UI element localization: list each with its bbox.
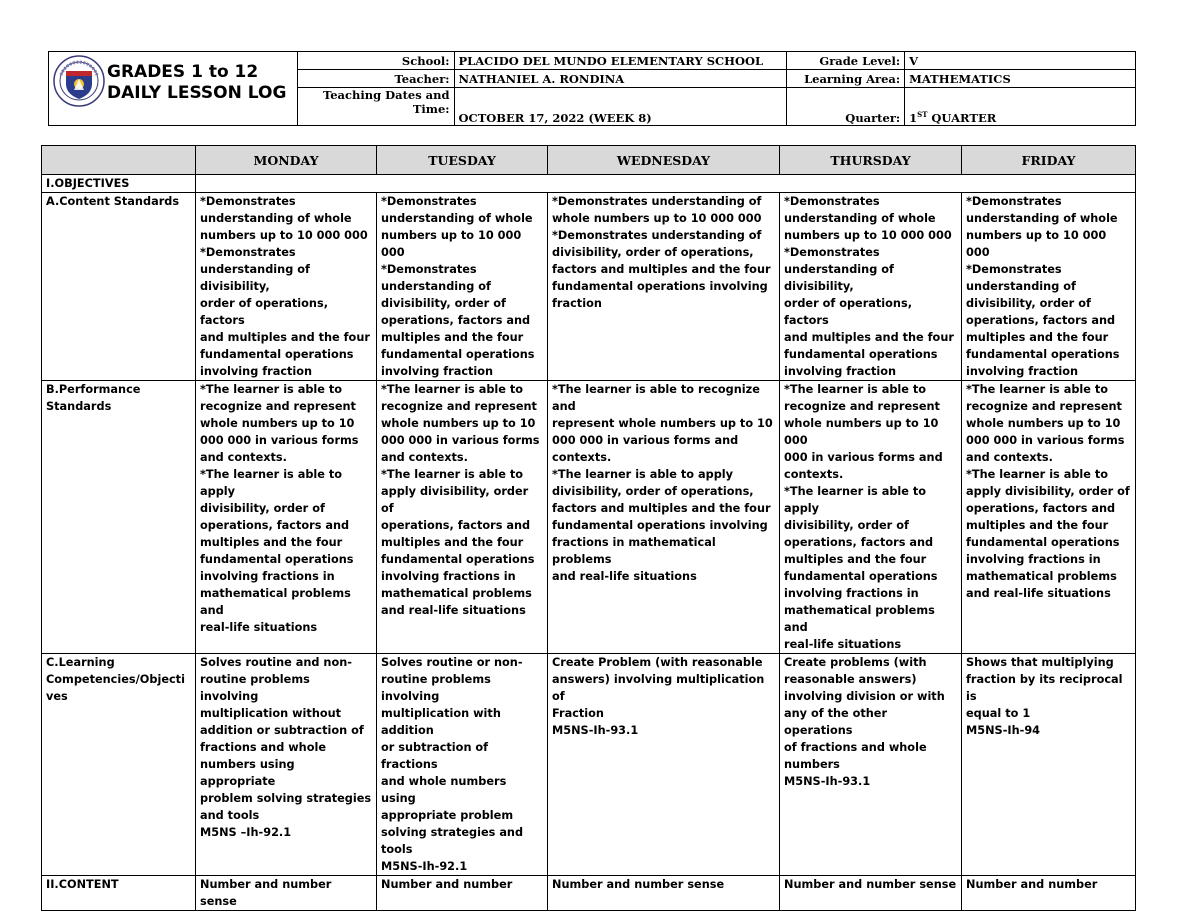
day-header: FRIDAY xyxy=(962,146,1136,175)
table-cell: Shows that multiplying fraction by its reciprocal is equal to 1 M5NS-Ih-94 xyxy=(962,654,1136,876)
row-label-learning-competencies: C.Learning Competencies/Objecti ves xyxy=(42,654,196,876)
deped-seal-icon xyxy=(53,55,105,107)
grade-value: V xyxy=(905,52,1136,70)
table-cell: Number and number xyxy=(377,876,548,911)
day-header: MONDAY xyxy=(196,146,377,175)
title-line2: DAILY LESSON LOG xyxy=(107,83,287,103)
table-cell: *The learner is able to recognize and represent whole numbers up to 10 000 000 in various forms and contexts. *The learner is able to apply divisibility, order of operations, factors and multiples and the four fundamental operations involving fractions in mathematical problems and real-life situations xyxy=(962,381,1136,654)
area-value: MATHEMATICS xyxy=(905,70,1136,88)
quarter-word: QUARTER xyxy=(927,111,997,125)
grade-label: Grade Level: xyxy=(787,52,905,70)
dates-label-line1: Teaching Dates and xyxy=(323,88,450,102)
table-cell: Number and number sense xyxy=(196,876,377,911)
row-label-content-standards: A.Content Standards xyxy=(42,193,196,381)
table-row xyxy=(42,654,1136,876)
table-cell: *The learner is able to recognize and represent whole numbers up to 10 000 000 in various forms and contexts. *The learner is able to apply divisibility, order of operations, factors and multiples and the four fundamental operations involving fractions in mathematical problems and real-life situations xyxy=(548,381,780,654)
lesson-log-table xyxy=(41,145,1136,911)
row-label-performance-standards: B.Performance Standards xyxy=(42,381,196,654)
page-title xyxy=(107,62,286,104)
area-label: Learning Area: xyxy=(787,70,905,88)
title-line1: GRADES 1 to 12 xyxy=(107,62,259,82)
dates-label-line2: Time: xyxy=(412,102,450,116)
quarter-sup: ST xyxy=(917,110,928,120)
table-row xyxy=(42,876,1136,911)
quarter-value xyxy=(905,88,1136,126)
table-cell: *Demonstrates understanding of whole numbers up to 10 000 000 *Demonstrates understanding of divisibility, order of operations, factors and multiples and the four fundamental operations involving fraction xyxy=(196,193,377,381)
day-header-row xyxy=(42,146,1136,175)
table-cell: Solves routine or non- routine problems involving multiplication with addition or subtraction of fractions and whole numbers using appropriate problem solving strategies and tools M5NS-Ih-92.1 xyxy=(377,654,548,876)
table-cell: *Demonstrates understanding of whole numbers up to 10 000 000 *Demonstrates understanding of divisibility, order of operations, factors and multiples and the four fundamental operations involving fraction xyxy=(780,193,962,381)
table-cell: Create problems (with reasonable answers) involving division or with any of the other operations of fractions and whole numbers M5NS-Ih-93.1 xyxy=(780,654,962,876)
day-header: THURSDAY xyxy=(780,146,962,175)
table-cell: *Demonstrates understanding of whole numbers up to 10 000 000 *Demonstrates understanding of divisibility, order of operations, factors and multiples and the four fundamental operations involving fraction xyxy=(548,193,780,381)
table-cell: *The learner is able to recognize and represent whole numbers up to 10 000 000 in various forms and contexts. *The learner is able to apply divisibility, order of operations, factors and multiples and the four fundamental operations involving fractions in mathematical problems and real-life situations xyxy=(780,381,962,654)
table-cell: *The learner is able to recognize and represent whole numbers up to 10 000 000 in various forms and contexts. *The learner is able to apply divisibility, order of operations, factors and multiples and the four fundamental operations involving fractions in mathematical problems and real-life situations xyxy=(377,381,548,654)
dates-value: OCTOBER 17, 2022 (WEEK 8) xyxy=(454,88,787,126)
quarter-num: 1 xyxy=(909,111,918,125)
day-header: WEDNESDAY xyxy=(548,146,780,175)
day-header: TUESDAY xyxy=(377,146,548,175)
row-label-content: II.CONTENT xyxy=(42,876,196,911)
header-logo-cell xyxy=(49,52,298,126)
table-cell: *Demonstrates understanding of whole numbers up to 10 000 000 *Demonstrates understanding of divisibility, order of operations, factors and multiples and the four fundamental operations involving fraction xyxy=(377,193,548,381)
school-label: School: xyxy=(297,52,454,70)
table-cell: Number and number sense xyxy=(780,876,962,911)
header-table xyxy=(48,51,1136,126)
table-cell: Create Problem (with reasonable answers) involving multiplication of Fraction M5NS-Ih-93.1 xyxy=(548,654,780,876)
teacher-label: Teacher: xyxy=(297,70,454,88)
table-row xyxy=(42,193,1136,381)
table-cell: Number and number sense xyxy=(548,876,780,911)
table-cell: Solves routine and non- routine problems involving multiplication without addition or subtraction of fractions and whole numbers using appropriate problem solving strategies and tools M5NS –Ih-92.1 xyxy=(196,654,377,876)
table-cell: *Demonstrates understanding of whole numbers up to 10 000 000 *Demonstrates understanding of divisibility, order of operations, factors and multiples and the four fundamental operations involving fraction xyxy=(962,193,1136,381)
teacher-value: NATHANIEL A. RONDINA xyxy=(454,70,787,88)
table-cell: Number and number xyxy=(962,876,1136,911)
quarter-label: Quarter: xyxy=(787,88,905,126)
dates-label xyxy=(297,88,454,126)
school-value: PLACIDO DEL MUNDO ELEMENTARY SCHOOL xyxy=(454,52,787,70)
objectives-blank-cell xyxy=(196,175,1136,193)
corner-cell xyxy=(42,146,196,175)
table-row xyxy=(42,381,1136,654)
table-row xyxy=(42,175,1136,193)
row-label-objectives: I.OBJECTIVES xyxy=(42,175,196,193)
table-cell: *The learner is able to recognize and represent whole numbers up to 10 000 000 in various forms and contexts. *The learner is able to apply divisibility, order of operations, factors and multiples and the four fundamental operations involving fractions in mathematical problems and real-life situations xyxy=(196,381,377,654)
